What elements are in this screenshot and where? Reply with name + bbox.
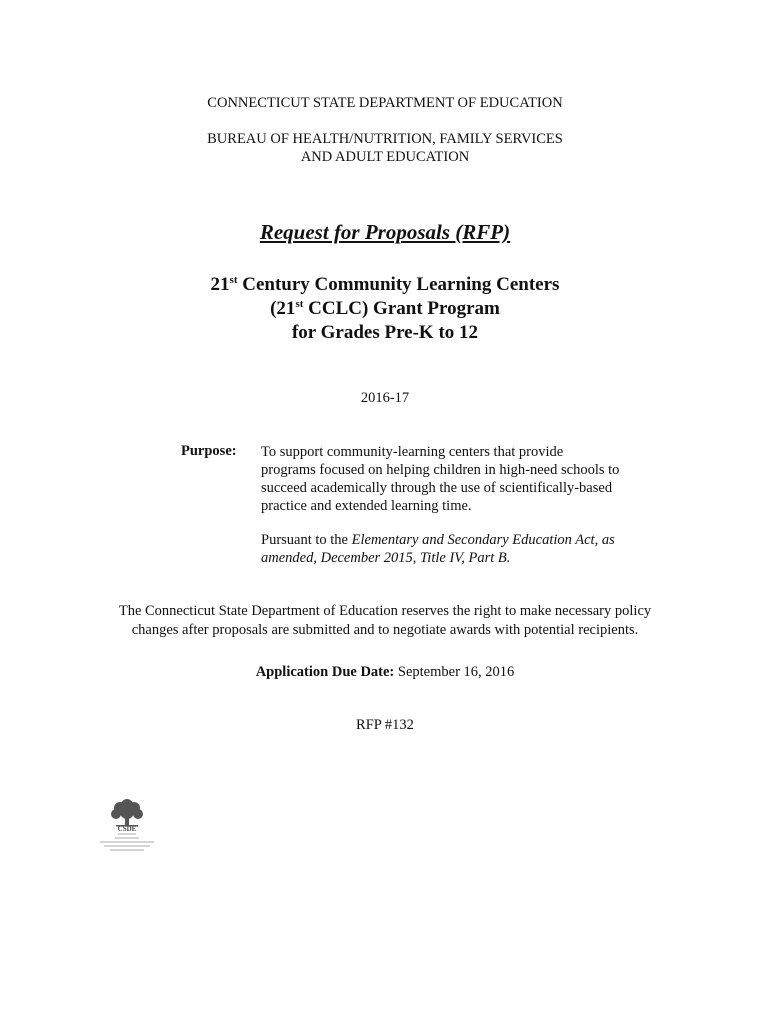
program-title-line2 [0,297,770,321]
purpose-line: succeed academically through the use of scientifically-based [261,480,613,496]
logo-text: CSDE [117,825,137,833]
purpose-line: To support community-learning centers that provide [261,444,564,460]
purpose-line: practice and extended learning time. [261,498,472,514]
pursuant-prefix: Pursuant to the [261,532,352,548]
program-line2-text: CCLC) Grant Program [303,298,500,319]
purpose-label: Purpose: [181,443,237,459]
program-title-line3: for Grades Pre-K to 12 [291,322,479,343]
due-date [0,663,770,681]
pursuant-law-line2: amended, December 2015, Title IV, Part B. [261,550,511,566]
due-date-label: Application Due Date: [255,664,395,680]
program-line2-open: (21 [270,298,296,319]
purpose-line: programs focused on helping children in high-need schools to [261,462,620,478]
program-line1-ordinal: st [229,274,238,286]
policy-notice-line1: The Connecticut State Department of Education reserves the right to make necessary policy [118,603,652,619]
csde-logo [96,798,158,852]
program-line1-text: Century Community Learning Centers [237,274,560,295]
document-title: Request for Proposals (RFP) [259,220,511,244]
policy-notice-line2: changes after proposals are submitted and to negotiate awards with potential recipients. [131,622,639,638]
bureau-name-line1: BUREAU OF HEALTH/NUTRITION, FAMILY SERVICES [207,131,563,147]
bureau-name-line2: AND ADULT EDUCATION [300,149,470,165]
due-date-value: September 16, 2016 [394,664,515,680]
program-title-line1 [0,273,770,297]
fiscal-year: 2016-17 [360,390,410,406]
pursuant-law-line1: Elementary and Secondary Education Act, as [351,532,615,548]
program-line2-ordinal: st [295,298,304,310]
program-line1-number: 21 [210,274,230,295]
tree-logo-icon [96,798,158,852]
rfp-number: RFP #132 [356,717,414,733]
department-name: CONNECTICUT STATE DEPARTMENT OF EDUCATION [207,95,563,111]
purpose-pursuant [261,531,651,567]
document-title-wrap [0,220,770,245]
purpose-description [261,443,651,515]
